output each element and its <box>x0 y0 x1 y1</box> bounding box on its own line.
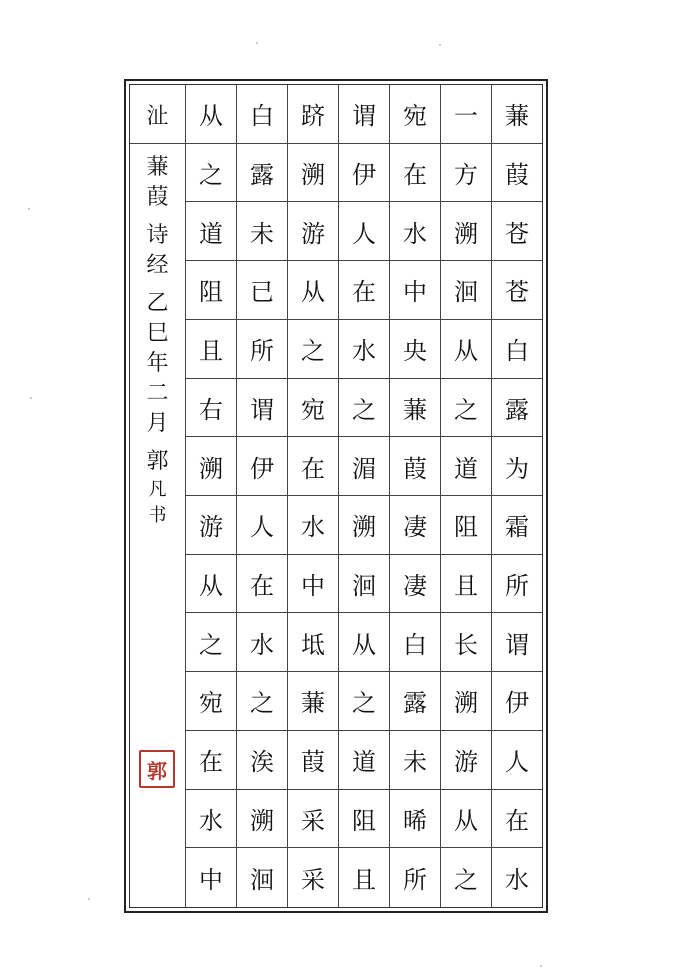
grid-cell: 水 <box>185 790 236 849</box>
grid-cell: 所 <box>236 320 287 379</box>
grid-cell: 谓 <box>338 85 389 144</box>
grid-cell: 游 <box>287 202 338 261</box>
grid-cell: 中 <box>287 555 338 614</box>
grid-cell: 且 <box>338 848 389 907</box>
grid-cell: 中 <box>389 261 440 320</box>
grid-cell: 长 <box>440 613 491 672</box>
grid-cell: 所 <box>491 555 542 614</box>
grid-cell: 从 <box>440 320 491 379</box>
colophon-date-char: 年 <box>146 351 169 376</box>
grid-cell: 宛 <box>287 379 338 438</box>
grid-cell: 凄 <box>389 496 440 555</box>
grid-cell: 从 <box>185 85 236 144</box>
grid-cell: 为 <box>491 437 542 496</box>
colophon-author-char: 郭 <box>146 449 169 474</box>
colophon-date-char: 月 <box>146 411 169 436</box>
grid-cell: 已 <box>236 261 287 320</box>
grid-cell: 道 <box>338 731 389 790</box>
grid-cell: 露 <box>389 672 440 731</box>
grid-cell: 洄 <box>338 555 389 614</box>
grid-cell: 溯 <box>338 496 389 555</box>
grid-cell: 跻 <box>287 85 338 144</box>
grid-cell: 采 <box>287 790 338 849</box>
colophon-date-char: 乙 <box>146 291 169 316</box>
grid-cell: 涘 <box>236 731 287 790</box>
grid-cell: 中 <box>185 848 236 907</box>
grid-cell: 且 <box>185 320 236 379</box>
colophon-text <box>130 153 185 529</box>
grid-cell: 溯 <box>185 437 236 496</box>
grid-cell: 之 <box>185 613 236 672</box>
grid-cell: 水 <box>389 202 440 261</box>
grid-cell: 湄 <box>338 437 389 496</box>
grid-cell: 坻 <box>287 613 338 672</box>
grid-cell: 水 <box>236 613 287 672</box>
grid-cell: 葭 <box>287 731 338 790</box>
grid-cell: 晞 <box>389 790 440 849</box>
grid-cell: 在 <box>338 261 389 320</box>
grid-cell: 谓 <box>491 613 542 672</box>
colophon-author-char: 凡 <box>148 479 167 500</box>
grid-cell: 阻 <box>185 261 236 320</box>
grid-cell: 伊 <box>338 144 389 203</box>
grid-cell: 洄 <box>236 848 287 907</box>
grid-cell: 从 <box>287 261 338 320</box>
seal-stamp: 郭 <box>139 750 175 788</box>
colophon-title-char: 蒹 <box>146 155 169 180</box>
grid-cell: 之 <box>440 379 491 438</box>
grid-cell: 所 <box>389 848 440 907</box>
grid-cell: 道 <box>185 202 236 261</box>
grid-cell: 之 <box>236 672 287 731</box>
grid-cell: 宛 <box>185 672 236 731</box>
grid-cell: 洄 <box>440 261 491 320</box>
colophon-author-char: 书 <box>148 505 167 526</box>
grid-cell: 游 <box>185 496 236 555</box>
grid-cell: 之 <box>338 379 389 438</box>
grid-cell: 道 <box>440 437 491 496</box>
grid-cell: 葭 <box>389 437 440 496</box>
grid-cell: 且 <box>440 555 491 614</box>
grid-cell: 宛 <box>389 85 440 144</box>
calligraphy-sheet <box>124 79 548 913</box>
colophon-top-char: 沚 <box>130 85 185 144</box>
grid-cell: 凄 <box>389 555 440 614</box>
colophon-title-char: 葭 <box>146 185 169 210</box>
grid-cell: 从 <box>338 613 389 672</box>
grid-cell: 之 <box>338 672 389 731</box>
colophon-source-char: 诗 <box>146 223 169 248</box>
grid-cell: 蒹 <box>389 379 440 438</box>
grid-cell: 人 <box>491 731 542 790</box>
grid-cell: 在 <box>185 731 236 790</box>
grid-cell: 谓 <box>236 379 287 438</box>
grid-cell: 在 <box>236 555 287 614</box>
grid-cell: 溯 <box>440 672 491 731</box>
grid-cell: 未 <box>389 731 440 790</box>
colophon-column <box>130 85 185 907</box>
grid-cell: 在 <box>491 790 542 849</box>
grid-cell: 阻 <box>440 496 491 555</box>
grid-cell: 溯 <box>236 790 287 849</box>
grid-cell: 苍 <box>491 202 542 261</box>
grid-cell: 在 <box>287 437 338 496</box>
grid-cell: 白 <box>389 613 440 672</box>
grid-cell: 央 <box>389 320 440 379</box>
grid-cell: 未 <box>236 202 287 261</box>
grid-cell: 右 <box>185 379 236 438</box>
colophon-date-char: 巳 <box>146 321 169 346</box>
grid-cell: 白 <box>236 85 287 144</box>
grid-cell: 露 <box>236 144 287 203</box>
grid-cell: 之 <box>440 848 491 907</box>
grid-cell: 游 <box>440 731 491 790</box>
grid-cell: 阻 <box>338 790 389 849</box>
grid-cell: 葭 <box>491 144 542 203</box>
grid-cell: 在 <box>389 144 440 203</box>
grid-cell: 蒹 <box>491 85 542 144</box>
grid-cell: 苍 <box>491 261 542 320</box>
grid-cell: 人 <box>338 202 389 261</box>
grid-cell: 水 <box>287 496 338 555</box>
grid-cell: 蒹 <box>287 672 338 731</box>
grid-cell: 采 <box>287 848 338 907</box>
grid-cell: 溯 <box>440 202 491 261</box>
grid-cell: 方 <box>440 144 491 203</box>
grid-cell: 人 <box>236 496 287 555</box>
grid-cell: 从 <box>440 790 491 849</box>
grid-cell: 溯 <box>287 144 338 203</box>
grid-cell: 白 <box>491 320 542 379</box>
grid-cell: 之 <box>185 144 236 203</box>
colophon-date-char: 二 <box>146 381 169 406</box>
grid-cell: 伊 <box>491 672 542 731</box>
grid-cell: 一 <box>440 85 491 144</box>
grid-cell: 水 <box>491 848 542 907</box>
grid-cell: 从 <box>185 555 236 614</box>
character-grid <box>185 85 542 907</box>
sheet-inner-frame <box>129 84 543 908</box>
colophon-source-char: 经 <box>146 253 169 278</box>
grid-cell: 之 <box>287 320 338 379</box>
grid-cell: 霜 <box>491 496 542 555</box>
grid-cell: 水 <box>338 320 389 379</box>
grid-cell: 伊 <box>236 437 287 496</box>
grid-cell: 露 <box>491 379 542 438</box>
